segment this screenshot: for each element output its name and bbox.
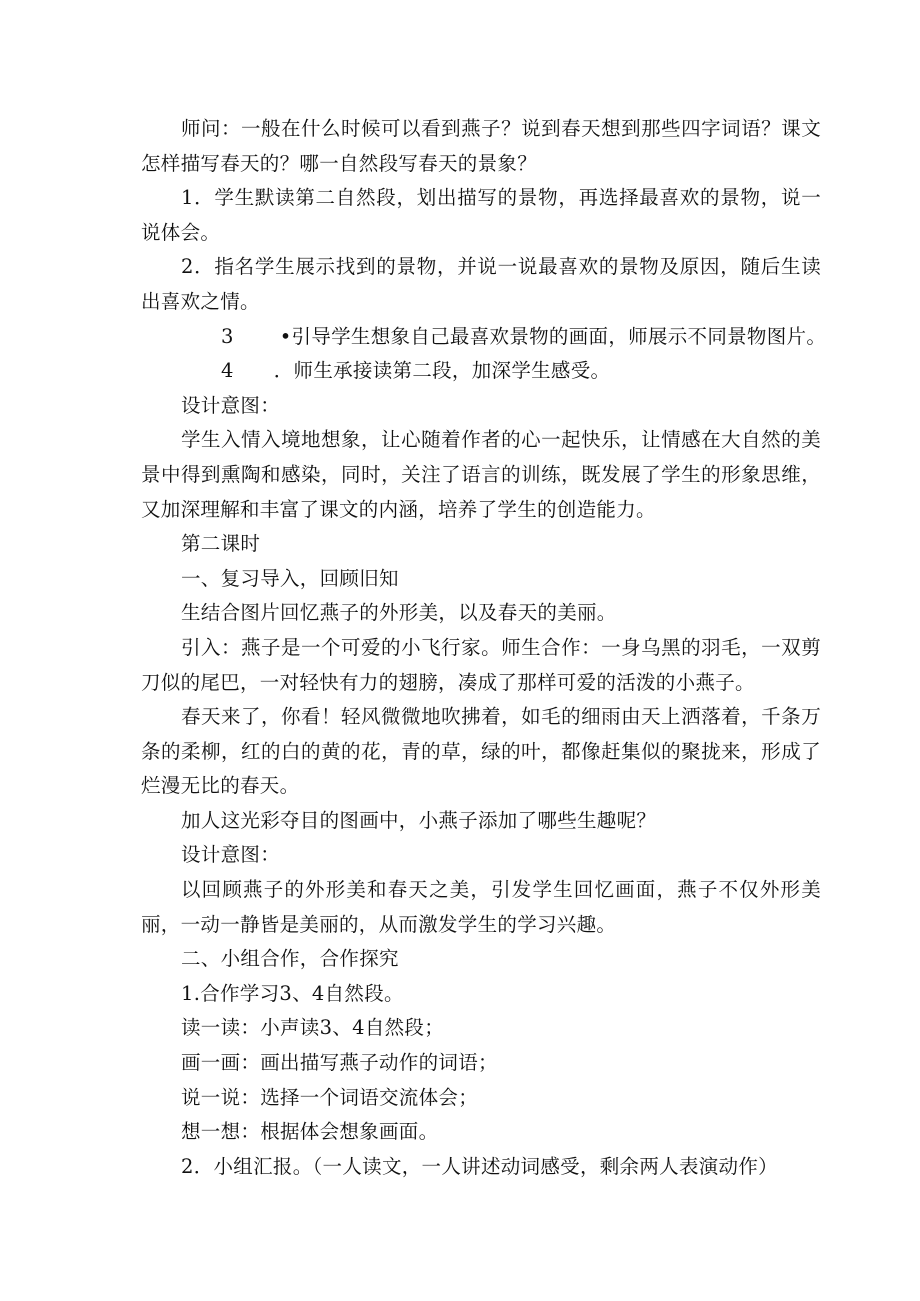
question-paragraph: 加人这光彩夺目的图画中，小燕子添加了哪些生趣呢？ bbox=[181, 808, 657, 832]
step-3-text: •引导学生想象自己最喜欢景物的画面，师展示不同景物图片。 bbox=[279, 324, 827, 348]
draw-task: 画一画：画出描写燕子动作的词语； bbox=[181, 1051, 498, 1075]
coop-item-1: 1.合作学习3、4自然段。 bbox=[181, 981, 404, 1005]
read-task: 读一读：小声读3、4自然段； bbox=[181, 1016, 445, 1040]
lesson-2-title: 第二课时 bbox=[181, 532, 261, 556]
intro-paragraph: 引入：燕子是一个可爱的小飞行家。师生合作：一身乌黑的羽毛，一双剪刀似的尾巴，一对轻快有力的翅膀，凑成了那样可爱的活泼的小燕子。 bbox=[141, 635, 821, 694]
step-3-number: 3 bbox=[221, 324, 234, 348]
step-4-text: ．师生承接读第二段，加深学生感受。 bbox=[273, 359, 611, 383]
design-intent-text-1: 学生入情入境地想象，让心随着作者的心一起快乐，让情感在大自然的美景中得到熏陶和感染，同时，关注了语言的训练，既发展了学生的形象思维，又加深理解和丰富了课文的内涵，培养了学生的创造能力。 bbox=[141, 428, 821, 521]
section-1-title: 一、复习导入，回顾旧知 bbox=[181, 566, 399, 590]
report-item-2: 2．小组汇报。（一人读文，一人讲述动词感受，剩余两人表演动作） bbox=[181, 1154, 778, 1178]
step-2: 2．指名学生展示找到的景物，并说一说最喜欢的景物及原因，随后生读出喜欢之情。 bbox=[141, 255, 821, 313]
design-intent-label-1: 设计意图： bbox=[181, 393, 281, 417]
step-4-number: 4 bbox=[221, 359, 234, 383]
design-intent-label-2: 设计意图： bbox=[181, 843, 281, 867]
section-2-title: 二、小组合作，合作探究 bbox=[181, 947, 399, 971]
step-1: 1．学生默读第二自然段，划出描写的景物，再选择最喜欢的景物，说一说体会。 bbox=[141, 186, 821, 244]
say-task: 说一说：选择一个词语交流体会； bbox=[181, 1085, 479, 1109]
think-task: 想一想：根据体会想象画面。 bbox=[181, 1120, 439, 1144]
design-intent-text-2: 以回顾燕子的外形美和春天之美，引发学生回忆画面，燕子不仅外形美丽，一动一静皆是美丽的，从而激发学生的学习兴趣。 bbox=[141, 878, 821, 936]
document-body bbox=[141, 112, 827, 1184]
step-4 bbox=[141, 354, 821, 389]
recall-paragraph: 生结合图片回忆燕子的外形美，以及春天的美丽。 bbox=[181, 601, 617, 625]
step-3 bbox=[141, 320, 827, 355]
spring-paragraph: 春天来了，你看！轻风微微地吹拂着，如毛的细雨由天上洒落着，千条万条的柔柳，红的白的黄的花，青的草，绿的叶，都像赶集似的聚拢来，形成了烂漫无比的春天。 bbox=[141, 705, 821, 798]
teacher-question: 师问：一般在什么时候可以看到燕子？说到春天想到那些四字词语？课文怎样描写春天的？哪一自然段写春天的景象？ bbox=[141, 117, 821, 175]
